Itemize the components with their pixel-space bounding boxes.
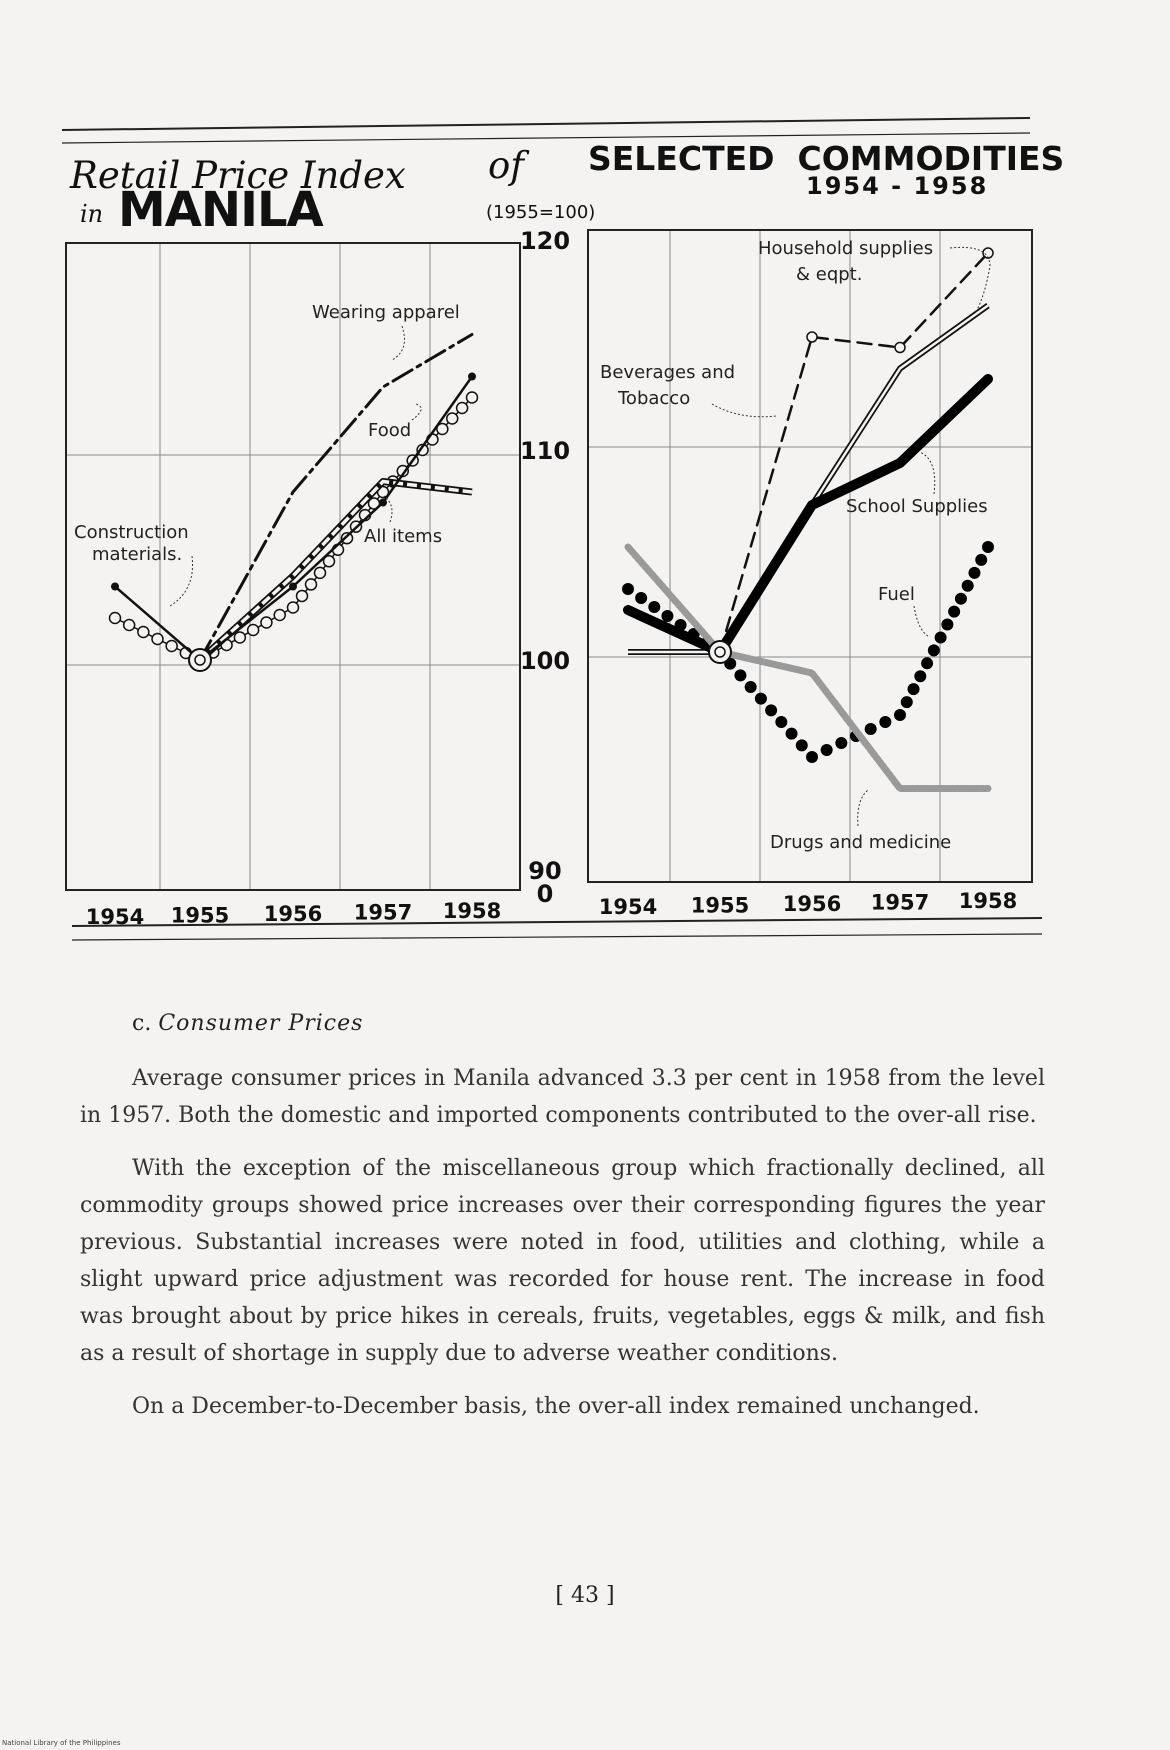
series-marker <box>908 683 920 695</box>
series-marker <box>648 601 660 613</box>
page-number: [ 43 ] <box>555 1583 615 1608</box>
label-food: Food <box>368 420 412 441</box>
section-heading <box>132 1005 1045 1042</box>
x-tick-label: 1957 <box>353 900 413 925</box>
x-tick-label: 1958 <box>442 899 502 923</box>
series-marker <box>152 634 163 645</box>
label-all-items: All items <box>364 526 443 547</box>
title-of: of <box>488 144 524 187</box>
series-marker <box>306 579 317 590</box>
series-marker <box>379 499 387 507</box>
series-marker <box>975 554 987 566</box>
series-drugs-and-medicine <box>628 547 988 789</box>
series-marker <box>901 696 913 708</box>
label-beverages-1: Beverages and <box>600 362 736 383</box>
series-marker <box>796 739 808 751</box>
series-line-casing <box>628 306 988 653</box>
series-marker <box>274 610 285 621</box>
series-marker <box>468 373 476 381</box>
label-construction-1: Construction <box>74 522 189 543</box>
y-tick-label: 90 <box>528 857 562 885</box>
section-title: Consumer Prices <box>158 1011 364 1036</box>
series-marker <box>675 619 687 631</box>
series-marker <box>895 343 905 353</box>
series-marker <box>955 593 967 605</box>
right-panel-frame <box>588 230 1032 882</box>
series-marker <box>248 625 259 636</box>
label-household-1: Household supplies <box>758 238 934 259</box>
series-marker <box>865 723 877 735</box>
left-series-group <box>110 335 478 672</box>
section-number: c. <box>132 1011 152 1036</box>
x-tick-label: 1954 <box>85 905 145 929</box>
series-marker <box>734 669 746 681</box>
series-marker <box>635 592 647 604</box>
series-marker <box>745 681 757 693</box>
label-construction-2: materials. <box>92 544 183 565</box>
series-marker <box>661 610 673 622</box>
x-tick-label: 1957 <box>870 890 930 915</box>
base-point-marker <box>189 649 211 671</box>
label-wearing-apparel: Wearing apparel <box>312 302 460 323</box>
y-tick-label: 100 <box>519 647 571 675</box>
x-tick-label: 1954 <box>598 895 658 919</box>
series-wearing-apparel <box>200 335 472 661</box>
series-marker <box>806 751 818 763</box>
y-zero-label: 0 <box>536 880 554 908</box>
right-grid <box>589 231 1031 881</box>
title-in: in <box>80 200 104 228</box>
series-marker <box>941 619 953 631</box>
series-marker <box>622 583 634 595</box>
series-marker <box>297 590 308 601</box>
series-marker <box>821 744 833 756</box>
left-grid <box>67 244 519 889</box>
series-marker <box>921 657 933 669</box>
base-year-note: (1955=100) <box>486 202 596 223</box>
series-line <box>200 335 472 661</box>
base-point-marker <box>709 641 731 663</box>
series-marker <box>124 620 135 631</box>
series-marker <box>755 693 767 705</box>
body-text <box>80 1005 1045 1441</box>
series-marker <box>786 728 798 740</box>
chart-subtitle: 1954 - 1958 <box>806 172 989 200</box>
series-marker <box>948 606 960 618</box>
series-marker <box>288 602 299 613</box>
y-tick-label: 110 <box>519 437 571 465</box>
series-marker <box>835 737 847 749</box>
series-marker <box>928 644 940 656</box>
left-panel-frame <box>66 243 520 890</box>
label-drugs: Drugs and medicine <box>770 832 952 853</box>
series-marker <box>467 392 478 403</box>
series-marker <box>894 709 906 721</box>
series-marker <box>982 541 994 553</box>
series-line <box>115 377 472 661</box>
title-retail-price-index: Retail Price Index <box>70 154 406 197</box>
title-manila: MANILA <box>118 182 323 238</box>
paragraph-2: With the exception of the miscellaneous group which fractionally declined, all commodity groups showed price increases over their corresponding figures the year previous. Substantial increases were noted in food, utilities and clothing, while a slight upward price adjustment was recorded for house rent. The increase in food was brought about by price hikes in cereals, fruits, vegetables, eggs & milk, and fish as a result of shortage in supply due to adverse weather conditions. <box>80 1156 1045 1366</box>
series-marker <box>166 641 177 652</box>
series-marker <box>289 583 297 591</box>
series-line <box>628 306 988 653</box>
label-beverages-2: Tobacco <box>618 388 691 409</box>
series-marker <box>315 567 326 578</box>
x-tick-label: 1955 <box>690 893 750 918</box>
series-marker <box>935 631 947 643</box>
series-marker <box>962 580 974 592</box>
series-marker <box>234 632 245 643</box>
series-marker <box>775 716 787 728</box>
series-construction-materials <box>111 373 476 665</box>
series-marker <box>968 567 980 579</box>
series-marker <box>110 613 121 624</box>
y-tick-label: 120 <box>519 227 571 255</box>
right-series-group <box>622 248 994 789</box>
y-axis-ticks <box>520 227 570 885</box>
series-marker <box>111 583 119 591</box>
series-beverages-and-tobacco <box>628 306 988 653</box>
paragraph-3: On a December-to-December basis, the over-all index remained unchanged. <box>132 1394 980 1419</box>
series-marker <box>261 617 272 628</box>
x-tick-label: 1955 <box>170 903 230 928</box>
footer-note: National Library of the Philippines <box>2 1739 121 1747</box>
series-marker <box>807 332 817 342</box>
series-marker <box>138 627 149 638</box>
paragraph-1: Average consumer prices in Manila advanced 3.3 per cent in 1958 from the level in 1957. Both the domestic and imported components contributed to the over-all rise. <box>80 1066 1045 1128</box>
label-household-2: & eqpt. <box>796 264 863 285</box>
x-tick-label: 1956 <box>782 892 842 916</box>
series-marker <box>914 670 926 682</box>
title-selected-commodities: SELECTED COMMODITIES <box>588 139 1065 178</box>
series-marker <box>879 716 891 728</box>
x-tick-label: 1958 <box>958 889 1018 913</box>
series-marker <box>447 413 458 424</box>
series-marker <box>457 403 468 414</box>
label-fuel: Fuel <box>878 584 915 605</box>
series-marker <box>765 704 777 716</box>
series-line <box>628 547 988 789</box>
right-x-axis-ticks <box>599 889 1017 919</box>
x-tick-label: 1956 <box>263 902 323 926</box>
label-school-supplies: School Supplies <box>846 496 988 517</box>
